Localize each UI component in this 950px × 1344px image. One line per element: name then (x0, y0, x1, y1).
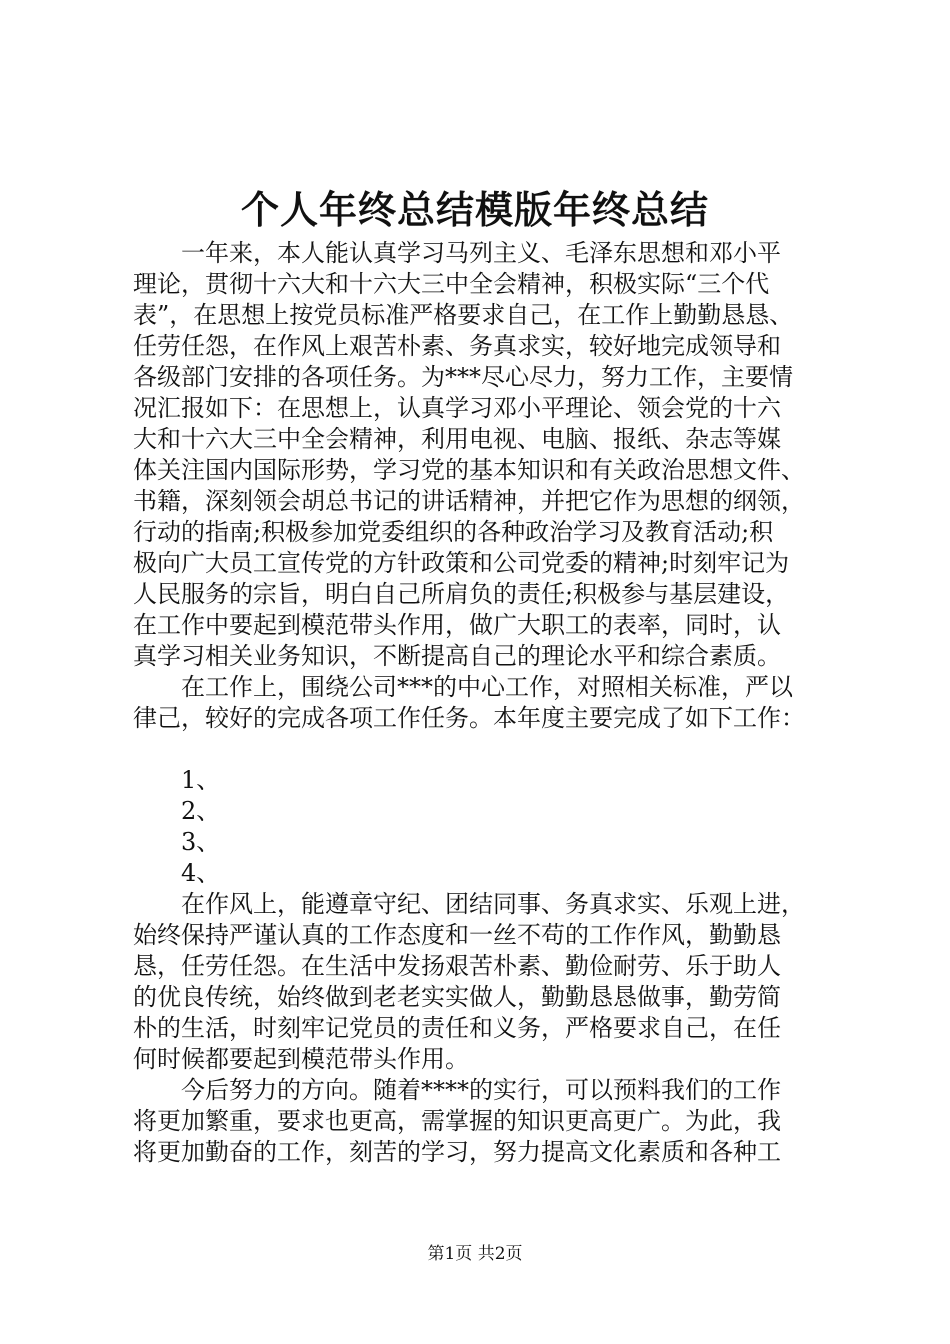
page-title: 个人年终总结模版年终总结 (240, 187, 709, 232)
text-line: 在作风上，能遵章守纪、团结同事、务真求实、乐观上进， (133, 890, 805, 918)
text-line: 表”，在思想上按党员标准严格要求自己，在工作上勤勤恳恳、 (133, 301, 794, 329)
text-line: 的优良传统，始终做到老老实实做人，勤勤恳恳做事，勤劳简 (133, 983, 781, 1011)
blank-line (133, 734, 833, 765)
text-line: 极向广大员工宣传党的方针政策和公司党委的精神;时刻牢记为 (133, 549, 790, 577)
text-line: 律己，较好的完成各项工作任务。本年度主要完成了如下工作： (133, 704, 805, 732)
document-body (133, 238, 833, 1168)
text-line: 朴的生活，时刻牢记党员的责任和义务，严格要求自己，在任 (133, 1014, 781, 1042)
page-number-footer: 第1页 共2页 (427, 1244, 523, 1264)
list-item (133, 765, 833, 796)
text-line: 在工作中要起到模范带头作用，做广大职工的表率，同时，认 (133, 611, 781, 639)
text-line: 在工作上，围绕公司***的中心工作，对照相关标准，严以 (133, 673, 793, 701)
text-line: 将更加勤奋的工作，刻苦的学习，努力提高文化素质和各种工 (133, 1138, 781, 1166)
text-line: 任劳任怨，在作风上艰苦朴素、务真求实，较好地完成领导和 (133, 332, 781, 360)
text-line: 大和十六大三中全会精神，利用电视、电脑、报纸、杂志等媒 (133, 425, 781, 453)
list-item (133, 796, 833, 827)
list-item (133, 827, 833, 858)
text-line: 今后努力的方向。随着****的实行，可以预料我们的工作 (133, 1076, 781, 1104)
text-line: 理论，贯彻十六大和十六大三中全会精神，积极实际“三个代 (133, 270, 770, 298)
list-item-label: 1、 (181, 766, 221, 794)
list-item (133, 858, 833, 889)
text-line: 况汇报如下：在思想上，认真学习邓小平理论、领会党的十六 (133, 394, 781, 422)
text-line: 将更加繁重，要求也更高，需掌握的知识更高更广。为此，我 (133, 1107, 781, 1135)
list-item-label: 4、 (181, 859, 221, 887)
text-line: 真学习相关业务知识，不断提高自己的理论水平和综合素质。 (133, 642, 781, 670)
text-line: 各级部门安排的各项任务。为***尽心尽力，努力工作，主要情 (133, 363, 793, 391)
text-line: 一年来，本人能认真学习马列主义、毛泽东思想和邓小平 (133, 239, 781, 267)
text-line: 行动的指南;积极参加党委组织的各种政治学习及教育活动;积 (133, 518, 774, 546)
text-line: 何时候都要起到模范带头作用。 (133, 1045, 469, 1073)
text-line: 书籍，深刻领会胡总书记的讲话精神，并把它作为思想的纲领， (133, 487, 805, 515)
list-item-label: 2、 (181, 797, 221, 825)
list-item-label: 3、 (181, 828, 221, 856)
text-line: 体关注国内国际形势，学习党的基本知识和有关政治思想文件、 (133, 456, 805, 484)
text-line: 恳，任劳任怨。在生活中发扬艰苦朴素、勤俭耐劳、乐于助人 (133, 952, 781, 980)
text-line: 人民服务的宗旨，明白自己所肩负的责任;积极参与基层建设， (133, 580, 790, 608)
text-line: 始终保持严谨认真的工作态度和一丝不苟的工作作风，勤勤恳 (133, 921, 781, 949)
